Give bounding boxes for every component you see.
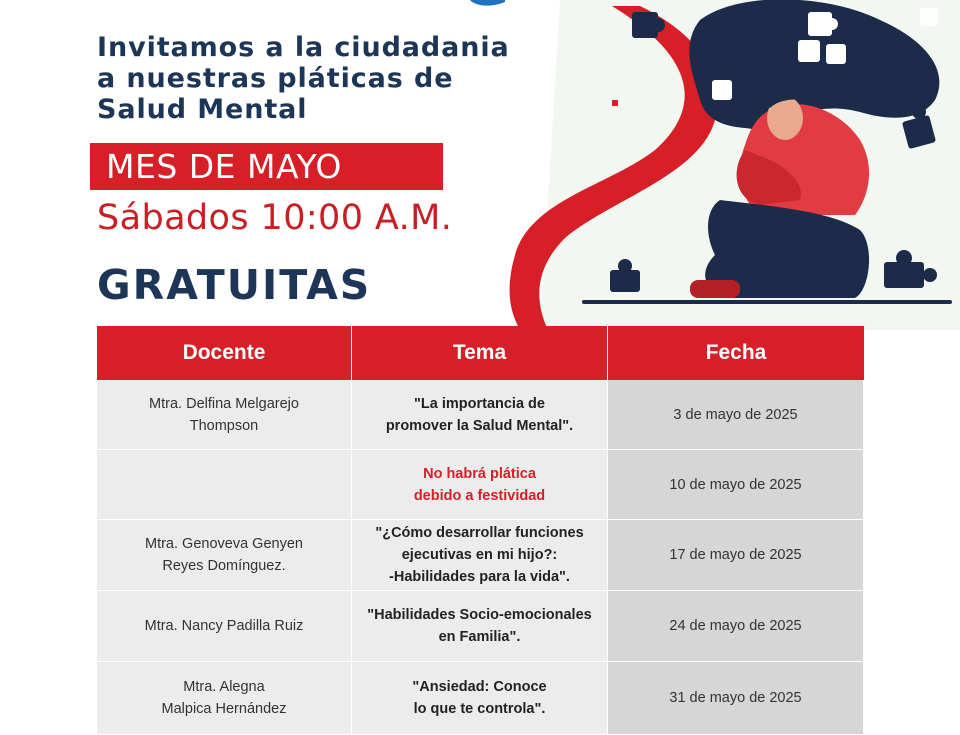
notice-line: No habrá plática: [423, 465, 536, 482]
fecha-cell: 10 de mayo de 2025: [608, 450, 864, 520]
table-row: [97, 450, 864, 520]
header-docente: Docente: [97, 326, 352, 380]
fecha-cell: 17 de mayo de 2025: [608, 520, 864, 591]
headline-line-2: a nuestras pláticas de: [97, 63, 454, 94]
header-tema: Tema: [352, 326, 608, 380]
tema-cell: [352, 380, 608, 450]
tema-cell: [352, 520, 608, 591]
table-row: [97, 591, 864, 662]
docente-cell: [97, 591, 352, 662]
tema-line: lo que te controla".: [413, 701, 546, 717]
schedule-text: Sábados 10:00 A.M.: [97, 198, 453, 238]
ground-line: [582, 300, 952, 304]
docente-line: Malpica Hernández: [161, 701, 287, 717]
docente-line: Mtra. Genoveva Genyen: [145, 536, 303, 552]
headline-line-1: Invitamos a la ciudadania: [97, 32, 510, 63]
headline-line-3: Salud Mental: [97, 94, 308, 125]
tema-cell-notice: [352, 450, 608, 520]
tema-cell: [352, 662, 608, 735]
docente-line: Mtra. Nancy Padilla Ruiz: [144, 618, 304, 634]
tema-line: en Familia".: [438, 629, 521, 645]
docente-cell: [97, 662, 352, 735]
table-header-row: [97, 326, 864, 380]
tema-line: "¿Cómo desarrollar funciones: [375, 525, 584, 541]
tema-line: "Habilidades Socio-emocionales: [367, 607, 592, 623]
headline: [97, 32, 617, 125]
tema-cell: [352, 591, 608, 662]
tema-line: -Habilidades para la vida".: [389, 569, 570, 585]
docente-cell: [97, 520, 352, 591]
table-row: [97, 520, 864, 591]
tema-line: "La importancia de: [414, 395, 545, 412]
docente-line: Mtra. Delfina Melgarejo: [149, 395, 299, 412]
tema-line: ejecutivas en mi hijo?:: [401, 547, 558, 563]
docente-line: Thompson: [189, 417, 259, 434]
accent-square: [680, 120, 684, 124]
header-fecha: Fecha: [608, 326, 864, 380]
docente-cell-empty: [97, 450, 352, 520]
talks-table: [97, 326, 864, 735]
notice-line: debido a festividad: [413, 487, 546, 504]
tema-line: "Ansiedad: Conoce: [412, 679, 547, 695]
logo-arc-icon: [470, 0, 505, 6]
free-label: GRATUITAS: [97, 261, 372, 309]
docente-line: Reyes Domínguez.: [162, 558, 286, 574]
table-row: [97, 380, 864, 450]
docente-line: Mtra. Alegna: [183, 679, 265, 695]
fecha-cell: 24 de mayo de 2025: [608, 591, 864, 662]
month-banner: MES DE MAYO: [90, 143, 443, 190]
docente-cell: [97, 380, 352, 450]
table-row: [97, 662, 864, 735]
fecha-cell: 3 de mayo de 2025: [608, 380, 864, 450]
fecha-cell: 31 de mayo de 2025: [608, 662, 864, 735]
tema-line: promover la Salud Mental".: [385, 417, 574, 434]
